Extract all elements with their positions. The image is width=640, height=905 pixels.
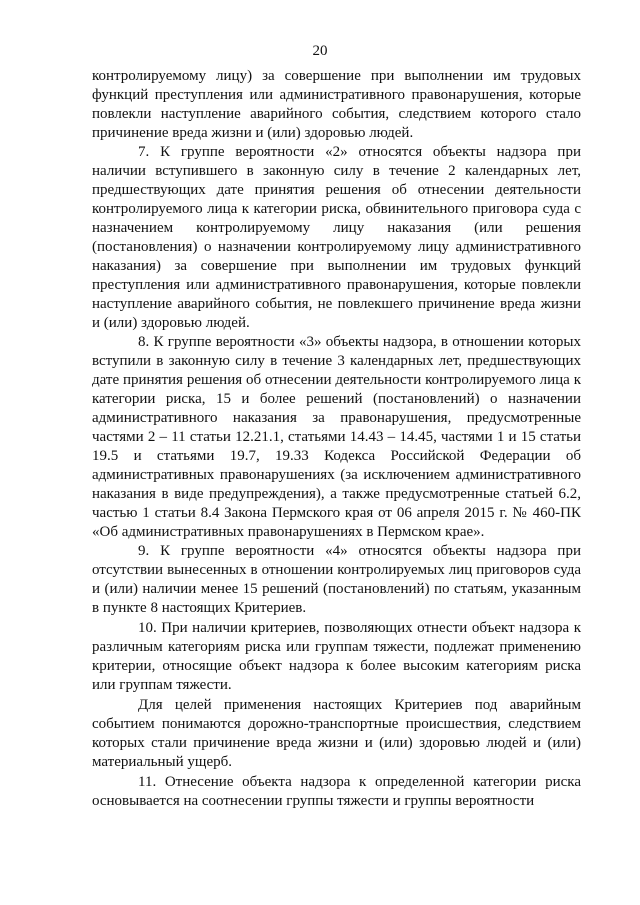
paragraph-definition: Для целей применения настоящих Критериев под аварийным событием понимаются дорожно-транспортные происшествия, следствием которых стали причинение вреда жизни и (или) здоровью людей и (или) материальный ущерб. <box>92 697 581 770</box>
paragraph-item-10: 10. При наличии критериев, позволяющих отнести объект надзора к различным категориям риска или группам тяжести, подлежат применению критерии, относящие объект надзора к более высоким категориям риска или группам тяжести. <box>92 620 581 693</box>
paragraph-item-8: 8. К группе вероятности «3» объекты надзора, в отношении которых вступили в законную силу в течение 3 календарных лет, предшествующих дате принятия решения об отнесении деятельности контролируемого лица к категории риска, 15 и более решений (постановлений) о назначении административного наказания за правонарушения, предусмотренные частями 2 – 11 статьи 12.21.1, статьями 14.43 – 14.45, частями 1 и 15 статьи 19.5 и статьями 19.7, 19.33 Кодекса Российской Федерации об административных правонарушениях (за исключением административного наказания в виде предупреждения), а также предусмотренные статьей 6.2, частью 1 статьи 8.4 Закона Пермского края от 06 апреля 2015 г. № 460-ПК «Об административных правонарушениях в Пермском крае». <box>92 334 581 540</box>
paragraph-item-9: 9. К группе вероятности «4» относятся объекты надзора при отсутствии вынесенных в отношении контролируемых лиц приговоров суда и (или) наличии менее 15 решений (постановлений) по статьям, указанным в пункте 8 настоящих Критериев. <box>92 543 581 616</box>
paragraph-item-7: 7. К группе вероятности «2» относятся объекты надзора при наличии вступившего в законную силу в течение 2 календарных лет, предшествующих дате принятия решения об отнесении деятельности контролируемого лица к категории риска, обвинительного приговора суда с назначением контролируемому лицу наказания (или решения (постановления) о назначении контролируемому лицу административного наказания) за совершение при выполнении им трудовых функций преступления или административного правонарушения, которые повлекли наступление аварийного события, не повлекшего причинение вреда жизни и (или) здоровью людей. <box>92 144 581 331</box>
page-number: 20 <box>312 43 328 59</box>
document-body <box>92 67 581 811</box>
paragraph-continuation: контролируемому лицу) за совершение при выполнении им трудовых функций преступления или административного правонарушения, которые повлекли наступление аварийного события, следствием которого стало причинение вреда жизни и (или) здоровью людей. <box>92 68 581 141</box>
paragraph-item-11: 11. Отнесение объекта надзора к определенной категории риска основывается на соотнесении группы тяжести и группы вероятности <box>92 774 581 809</box>
